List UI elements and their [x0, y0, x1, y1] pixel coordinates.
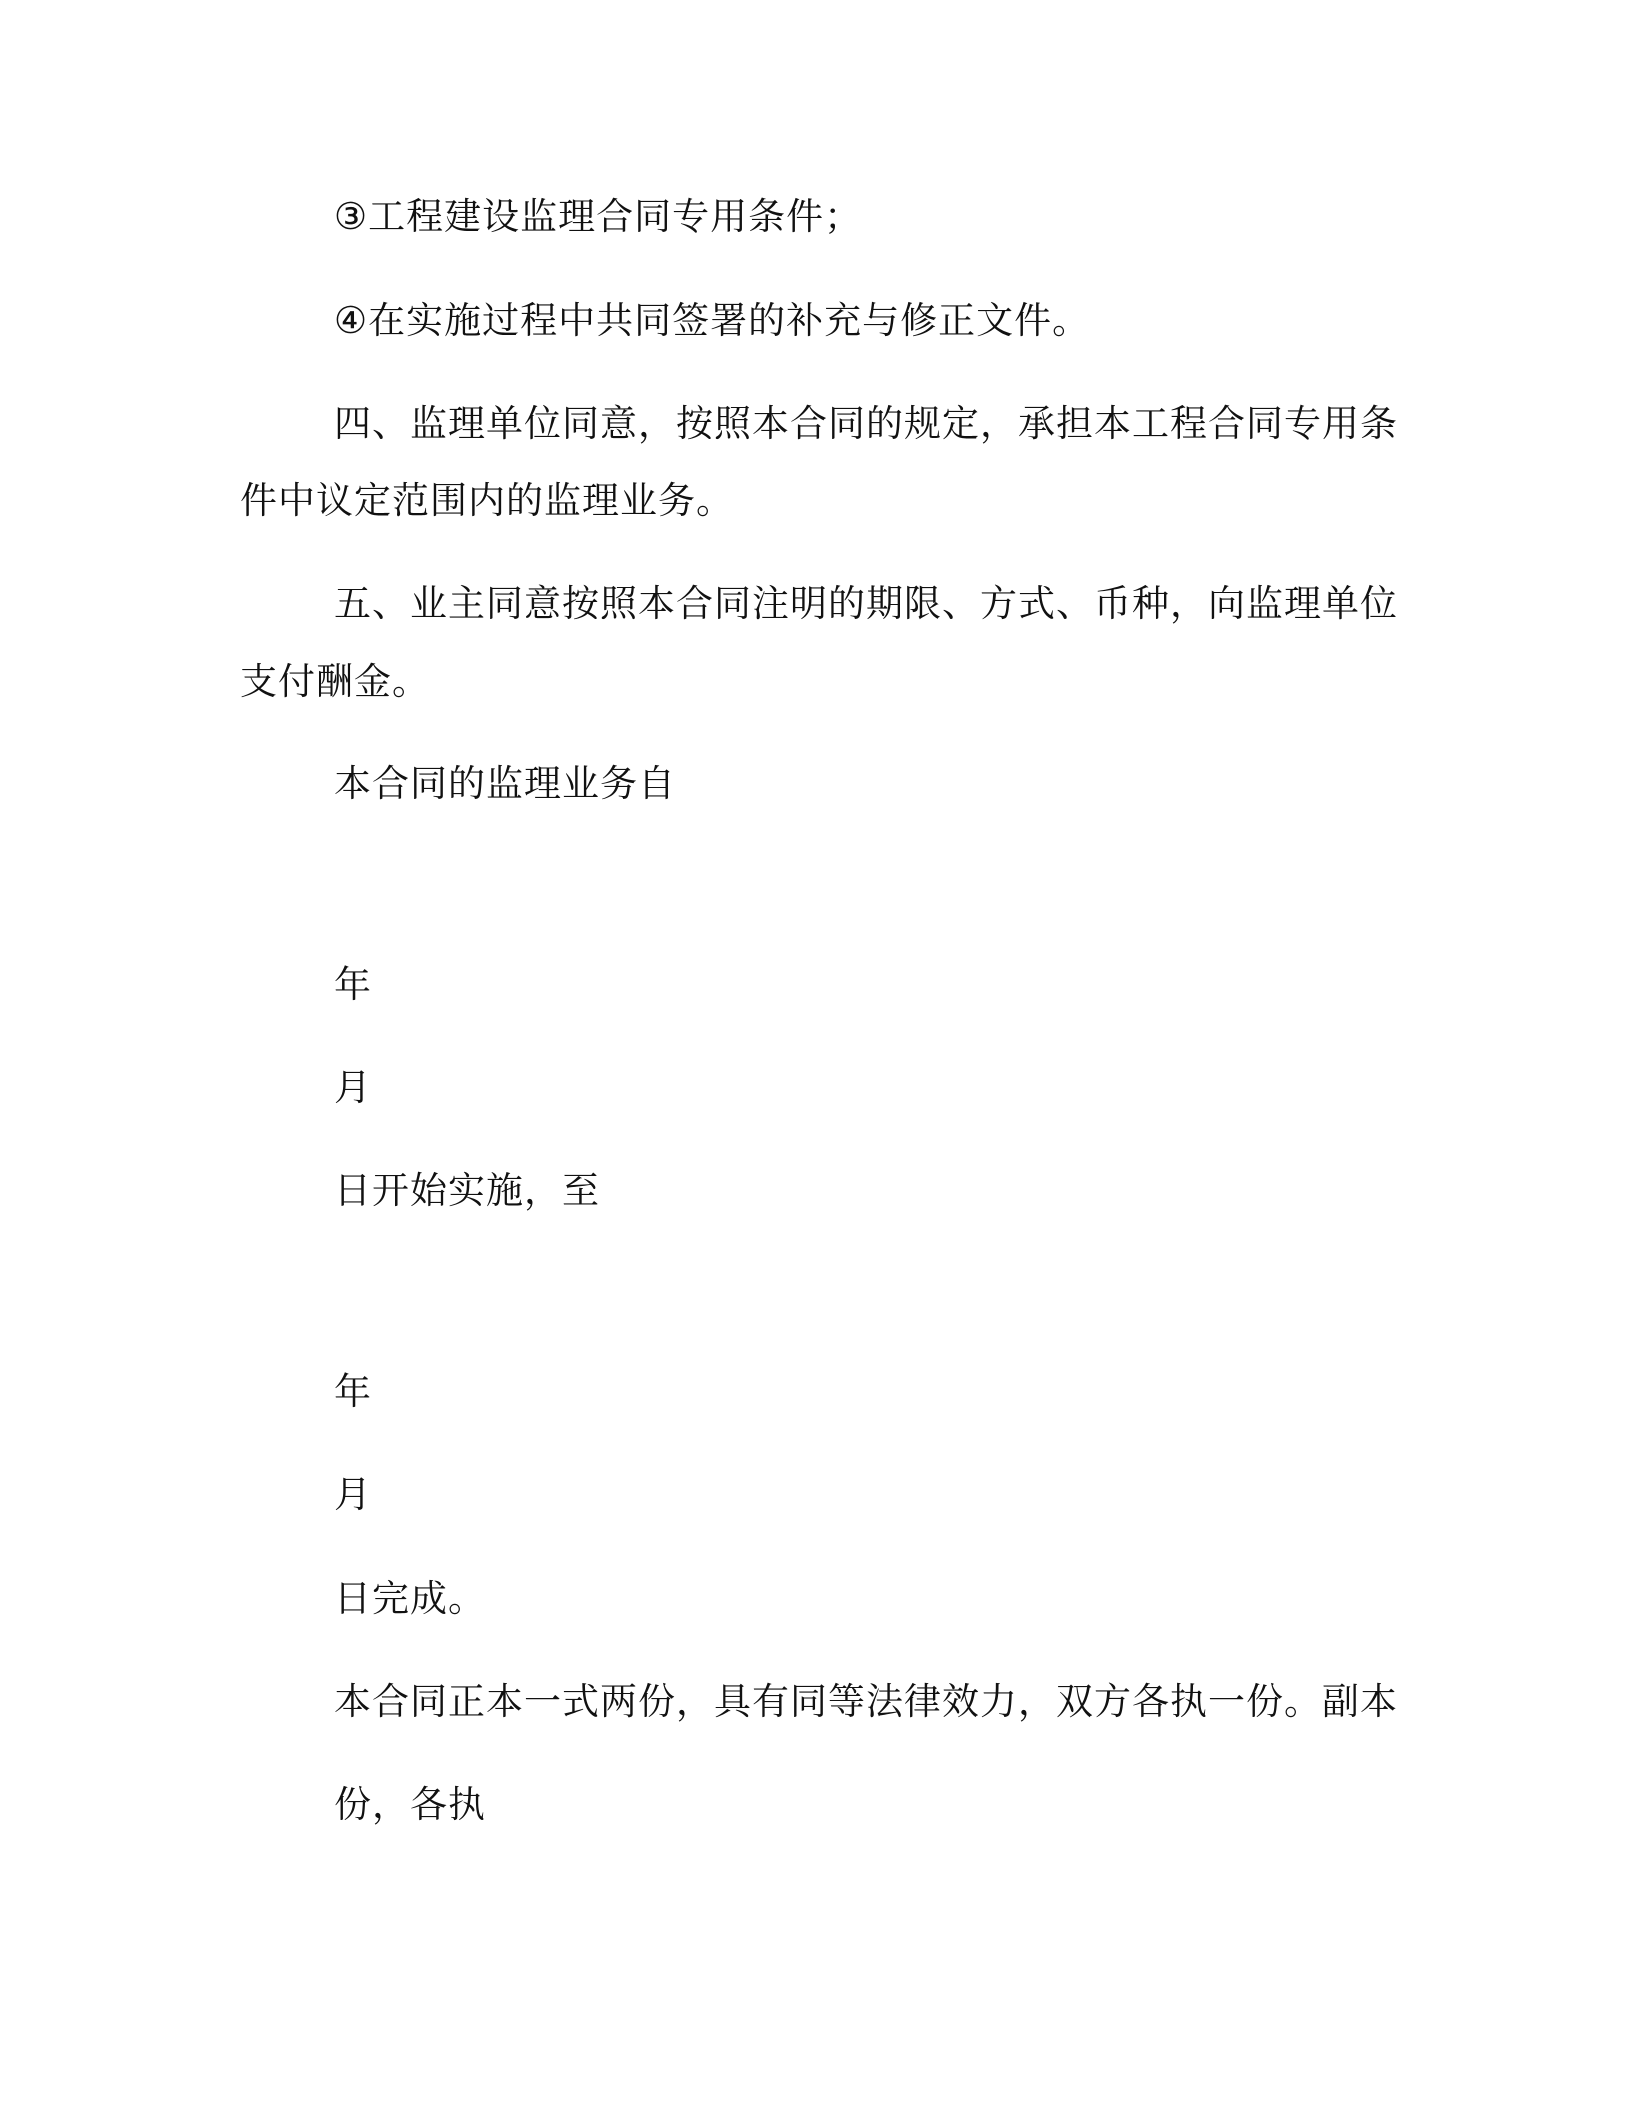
start-year-label: 年: [334, 963, 372, 1006]
copies-text: 本合同正本一式两份，具有同等法律效力，双方各执一份。副本: [334, 1680, 1398, 1723]
section-four-line-2: 件中议定范围内的监理业务。: [240, 479, 734, 522]
section-four-line-1: 四、监理单位同意，按照本合同的规定，承担本工程合同专用条: [334, 402, 1398, 445]
end-month-label: 月: [334, 1473, 372, 1516]
end-year-label: 年: [334, 1370, 372, 1413]
copies-each-text: 份，各执: [334, 1783, 486, 1826]
clause-4-text: ④在实施过程中共同签署的补充与修正文件。: [334, 299, 1091, 342]
end-day-text: 日完成。: [334, 1577, 486, 1620]
clause-3-text: ③工程建设监理合同专用条件；: [334, 195, 863, 238]
start-day-text: 日开始实施，至: [334, 1169, 600, 1212]
term-start-text: 本合同的监理业务自: [334, 762, 676, 805]
section-five-line-2: 支付酬金。: [240, 660, 430, 703]
section-five-line-1: 五、业主同意按照本合同注明的期限、方式、币种，向监理单位: [334, 582, 1398, 625]
start-month-label: 月: [334, 1066, 372, 1109]
